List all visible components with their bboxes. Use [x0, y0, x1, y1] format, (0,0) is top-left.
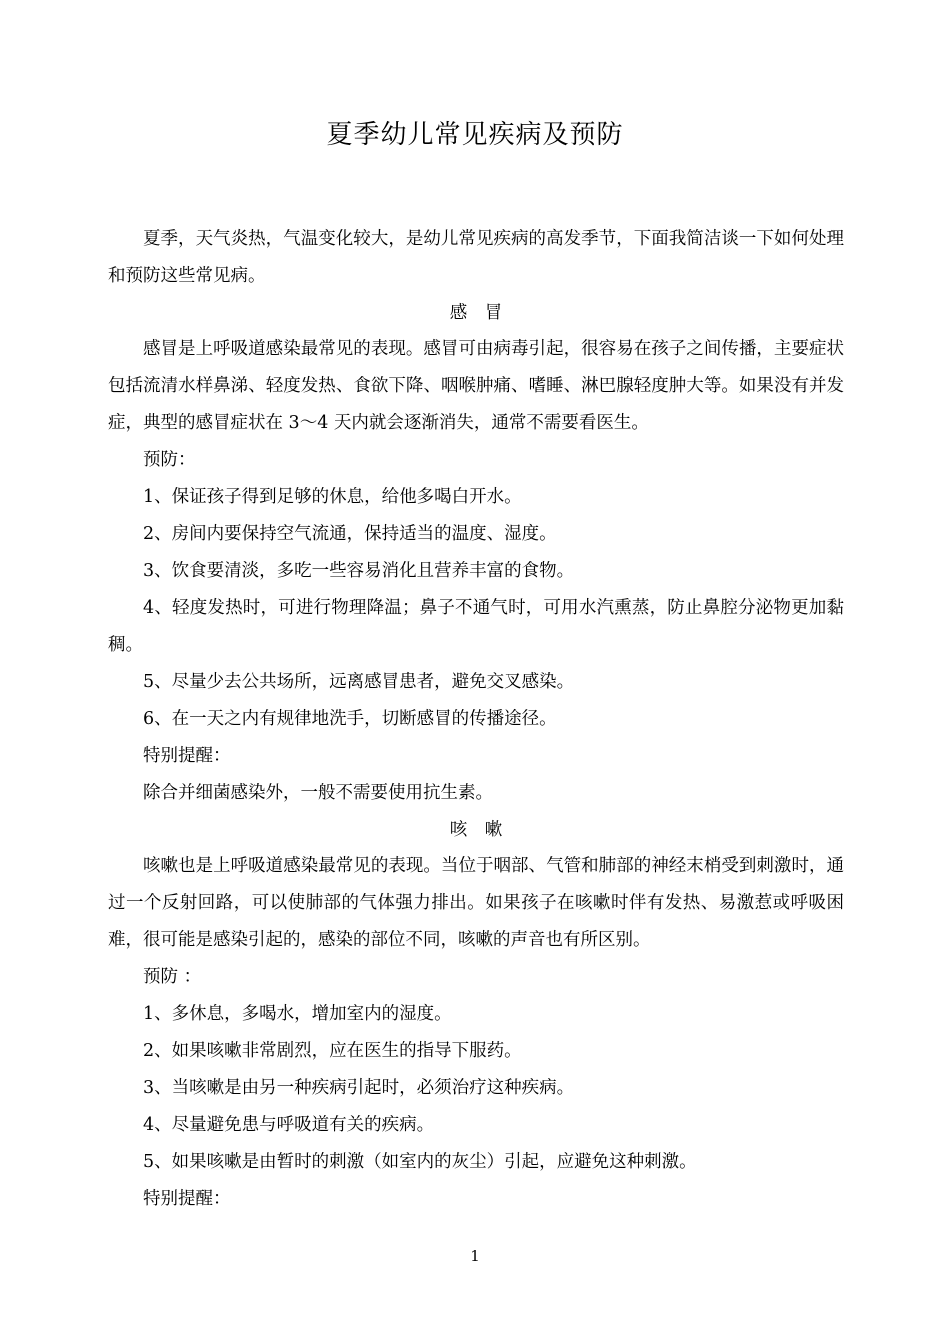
section-cold [108, 295, 844, 812]
prevention-item: 3、饮食要清淡，多吃一些容易消化且营养丰富的食物。 [143, 561, 575, 581]
page-number: 1 [470, 1247, 480, 1265]
prevention-item: 2、房间内要保持空气流通，保持适当的温度、湿度。 [143, 524, 557, 544]
prevention-item: 1、保证孩子得到足够的休息，给他多喝白开水。 [143, 487, 522, 507]
prevention-item: 5、如果咳嗽是由暂时的刺激（如室内的灰尘）引起，应避免这种刺激。 [143, 1152, 697, 1172]
prevention-item: 4、尽量避免患与呼吸道有关的疾病。 [143, 1115, 435, 1135]
section-heading: 感 冒 [449, 303, 503, 323]
section-heading: 咳 嗽 [449, 820, 503, 840]
prevention-item: 5、尽量少去公共场所，远离感冒患者，避免交叉感染。 [143, 672, 575, 692]
reminder-text: 除合并细菌感染外，一般不需要使用抗生素。 [143, 783, 493, 803]
intro-paragraph: 夏季，天气炎热，气温变化较大，是幼儿常见疾病的高发季节，下面我简洁谈一下如何处理和预防这些常见病。 [108, 229, 844, 286]
section-cough [108, 812, 844, 1218]
prevention-label: 预防 ： [143, 967, 202, 987]
section-body: 感冒是上呼吸道感染最常见的表现。感冒可由病毒引起，很容易在孩子之间传播，主要症状包括流清水样鼻涕、轻度发热、食欲下降、咽喉肿痛、嗜睡、淋巴腺轻度肿大等。如果没有并发症，典型的感冒症状在 3～4 天内就会逐渐消失，通常不需要看医生。 [108, 339, 844, 433]
document-body [108, 221, 844, 1218]
prevention-item: 4、轻度发热时，可进行物理降温；鼻子不通气时，可用水汽熏蒸，防止鼻腔分泌物更加黏稠。 [108, 598, 844, 655]
reminder-label: 特别提醒： [143, 746, 231, 766]
prevention-item: 3、当咳嗽是由另一种疾病引起时，必须治疗这种疾病。 [143, 1078, 575, 1098]
prevention-item: 2、如果咳嗽非常剧烈，应在医生的指导下服药。 [143, 1041, 522, 1061]
reminder-label: 特别提醒： [143, 1189, 231, 1209]
section-body: 咳嗽也是上呼吸道感染最常见的表现。当位于咽部、气管和肺部的神经末梢受到刺激时，通过一个反射回路，可以使肺部的气体强力排出。如果孩子在咳嗽时伴有发热、易激惹或呼吸困难，很可能是感染引起的，感染的部位不同，咳嗽的声音也有所区别。 [108, 856, 844, 950]
prevention-label: 预防： [143, 450, 196, 470]
prevention-item: 1、多休息，多喝水，增加室内的湿度。 [143, 1004, 452, 1024]
document-title: 夏季幼儿常见疾病及预防 [326, 120, 624, 150]
prevention-item: 6、在一天之内有规律地洗手，切断感冒的传播途径。 [143, 709, 557, 729]
